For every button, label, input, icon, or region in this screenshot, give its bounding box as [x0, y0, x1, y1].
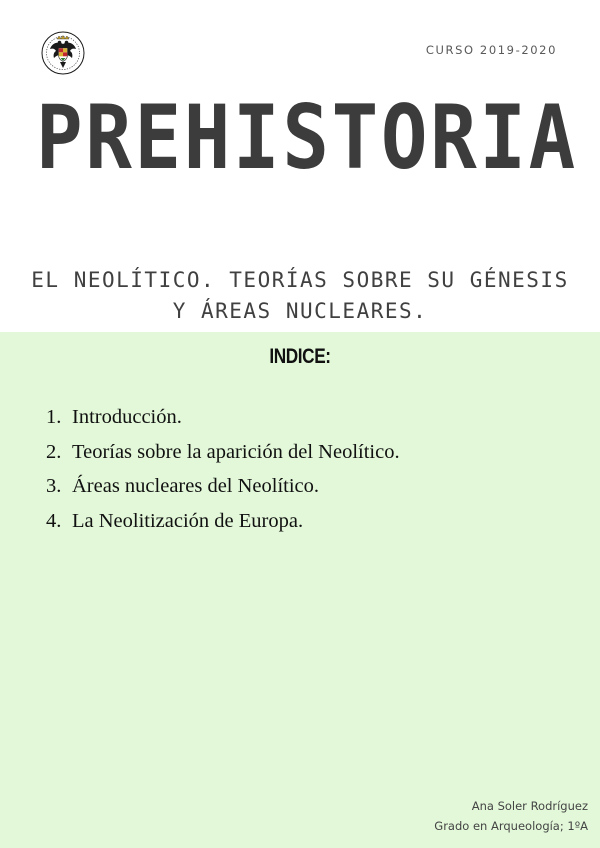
index-item — [46, 400, 400, 435]
index-item-number: 3. — [46, 475, 62, 497]
author-name: Ana Soler Rodríguez — [471, 799, 588, 813]
index-item-number: 1. — [46, 406, 62, 428]
degree-info: Grado en Arqueología; 1ºA — [434, 819, 588, 833]
course-label: CURSO 2019-2020 — [425, 43, 557, 57]
author-block — [434, 796, 588, 836]
index-item-label: La Neolitización de Europa. — [72, 509, 304, 532]
index-item-number: 4. — [46, 509, 62, 532]
university-seal-icon — [40, 30, 86, 76]
index-heading: INDICE: — [269, 345, 331, 368]
index-item-label: Teorías sobre la aparición del Neolítico. — [72, 440, 400, 463]
index-item-number: 2. — [46, 440, 62, 463]
index-item-label: Áreas nucleares del Neolítico. — [72, 475, 320, 497]
subtitle: EL NEOLÍTICO. TEORÍAS SOBRE SU GÉNESIS Y ÁREAS NUCLEARES. — [31, 268, 569, 323]
index-list — [46, 400, 400, 538]
index-item — [46, 504, 400, 539]
index-item — [46, 435, 400, 470]
index-item — [46, 469, 400, 504]
index-item-label: Introducción. — [72, 406, 182, 428]
page-title: PREHISTORIA — [36, 86, 578, 189]
